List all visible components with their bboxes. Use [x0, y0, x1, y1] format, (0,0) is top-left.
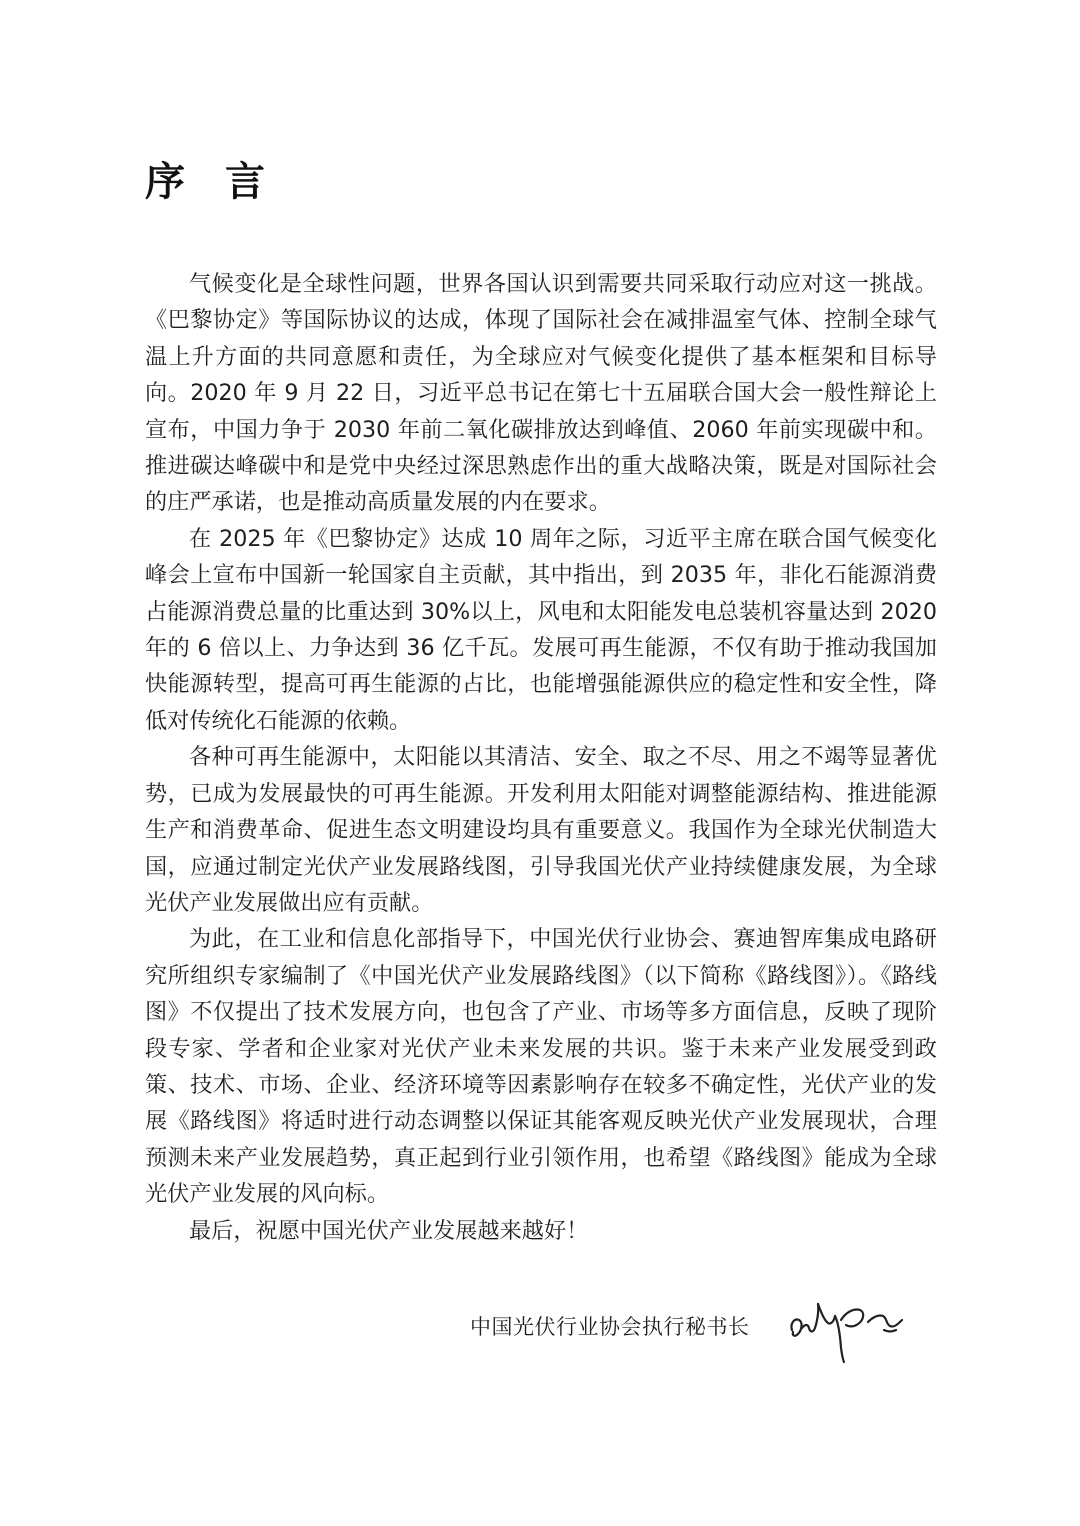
signature-block — [470, 1306, 750, 1346]
page-title-char-1: 序 — [145, 159, 191, 205]
page-title-char-2: 言 — [225, 159, 271, 205]
page-title — [145, 150, 271, 207]
paragraph-5: 最后，祝愿中国光伏产业发展越来越好！ — [189, 1217, 589, 1244]
paragraph-2: 在 2025 年《巴黎协定》达成 10 周年之际，习近平主席在联合国气候变化峰会上宣布中国新一轮国家自主贡献，其中指出，到 2035 年，非化石能源消费占能源消费总量的比重达到 30%以上，风电和太阳能发电总装机容量达到 2020 年的 6 倍以上、力争达到 36 亿千瓦。发展可再生能源，不仅有助于推动我国加快能源转型，提高可再生能源的占比，也能增强能源供应的稳定性和安全性，降低对传统化石能源的依赖。 — [145, 525, 937, 734]
handwritten-signature — [788, 1290, 918, 1365]
paragraph-1: 气候变化是全球性问题，世界各国认识到需要共同采取行动应对这一挑战。《巴黎协定》等国际协议的达成，体现了国际社会在减排温室气体、控制全球气温上升方面的共同意愿和责任，为全球应对气候变化提供了基本框架和目标导向。2020 年 9 月 22 日，习近平总书记在第七十五届联合国大会一般性辩论上宣布，中国力争于 2030 年前二氧化碳排放达到峰值、2060 年前实现碳中和。推进碳达峰碳中和是党中央经过深思熟虑作出的重大战略决策，既是对国际社会的庄严承诺，也是推动高质量发展的内在要求。 — [145, 271, 937, 516]
preface-body — [145, 266, 937, 1249]
paragraph-3: 各种可再生能源中，太阳能以其清洁、安全、取之不尽、用之不竭等显著优势，已成为发展最快的可再生能源。开发利用太阳能对调整能源结构、推进能源生产和消费革命、促进生态文明建设均具有重要意义。我国作为全球光伏制造大国，应通过制定光伏产业发展路线图，引导我国光伏产业持续健康发展，为全球光伏产业发展做出应有贡献。 — [145, 744, 937, 916]
paragraph-4: 为此，在工业和信息化部指导下，中国光伏行业协会、赛迪智库集成电路研究所组织专家编制了《中国光伏产业发展路线图》（以下简称《路线图》）。《路线图》不仅提出了技术发展方向，也包含了产业、市场等多方面信息，反映了现阶段专家、学者和企业家对光伏产业未来发展的共识。鉴于未来产业发展受到政策、技术、市场、企业、经济环境等因素影响存在较多不确定性，光伏产业的发展《路线图》将适时进行动态调整以保证其能客观反映光伏产业发展现状，合理预测未来产业发展趋势，真正起到行业引领作用，也希望《路线图》能成为全球光伏产业发展的风向标。 — [145, 926, 937, 1208]
signature-title: 中国光伏行业协会执行秘书长 — [470, 1315, 750, 1339]
